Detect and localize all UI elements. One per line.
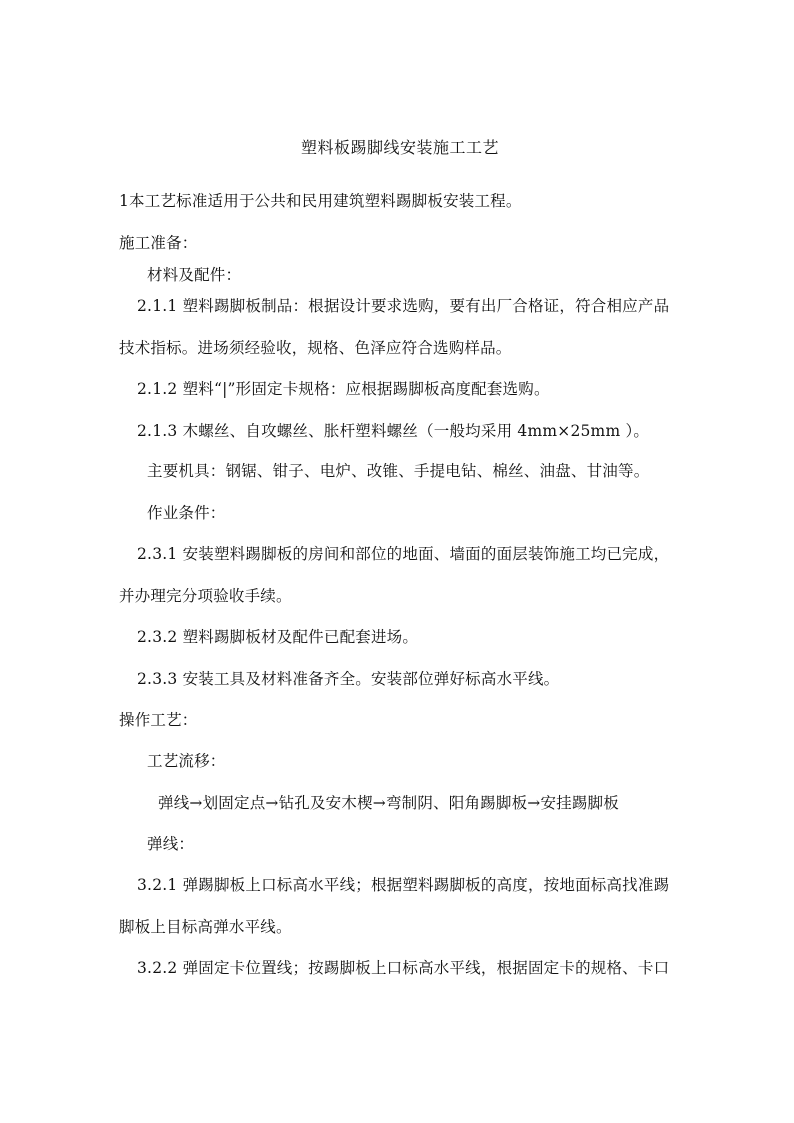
item-3-2-1-continued: 脚板上目标高弹水平线。 (119, 918, 292, 936)
document-title: 塑料板踢脚线安装施工工艺 (301, 138, 500, 157)
subheading-tools: 主要机具：钢锯、钳子、电炉、改锥、手提电钻、棉丝、油盘、甘油等。 (147, 462, 650, 480)
item-2-3-3: 2.3.3 安装工具及材料准备齐全。安装部位弹好标高水平线。 (137, 670, 560, 688)
item-2-3-2: 2.3.2 塑料踢脚板材及配件已配套进场。 (137, 628, 419, 646)
item-2-1-3: 2.1.3 木螺丝、自攻螺丝、胀杆塑料螺丝（一般均采用 4mm×25mm ）。 (137, 422, 650, 440)
item-2-1-2: 2.1.2 塑料“|”形固定卡规格：应根据踢脚板高度配套选购。 (137, 380, 550, 398)
heading-operation: 操作工艺： (119, 711, 198, 729)
subheading-process-flow: 工艺流移： (147, 752, 226, 770)
item-2-1-1-continued: 技术指标。进场须经验收，规格、色泽应符合选购样品。 (119, 339, 512, 357)
paragraph-scope: 1本工艺标准适用于公共和民用建筑塑料踢脚板安装工程。 (119, 192, 522, 210)
subheading-conditions: 作业条件： (147, 504, 226, 522)
subheading-materials: 材料及配件： (147, 266, 242, 284)
process-flow-steps: 弹线→划固定点→钻孔及安木楔→弯制阴、阳角踢脚板→安挂踢脚板 (158, 794, 619, 812)
item-3-2-2: 3.2.2 弹固定卡位置线；按踢脚板上口标高水平线，根据固定卡的规格、卡口 (137, 959, 670, 977)
item-2-3-1-continued: 并办理完分项验收手续。 (119, 587, 292, 605)
item-2-1-1: 2.1.1 塑料踢脚板制品：根据设计要求选购，要有出厂合格证，符合相应产品 (137, 297, 670, 315)
heading-preparation: 施工准备： (119, 234, 198, 252)
item-2-3-1: 2.3.1 安装塑料踢脚板的房间和部位的地面、墙面的面层装饰施工均已完成， (137, 545, 670, 563)
subheading-snap-line: 弹线： (147, 835, 195, 853)
item-3-2-1: 3.2.1 弹踢脚板上口标高水平线；根据塑料踢脚板的高度，按地面标高找准踢 (137, 876, 670, 894)
